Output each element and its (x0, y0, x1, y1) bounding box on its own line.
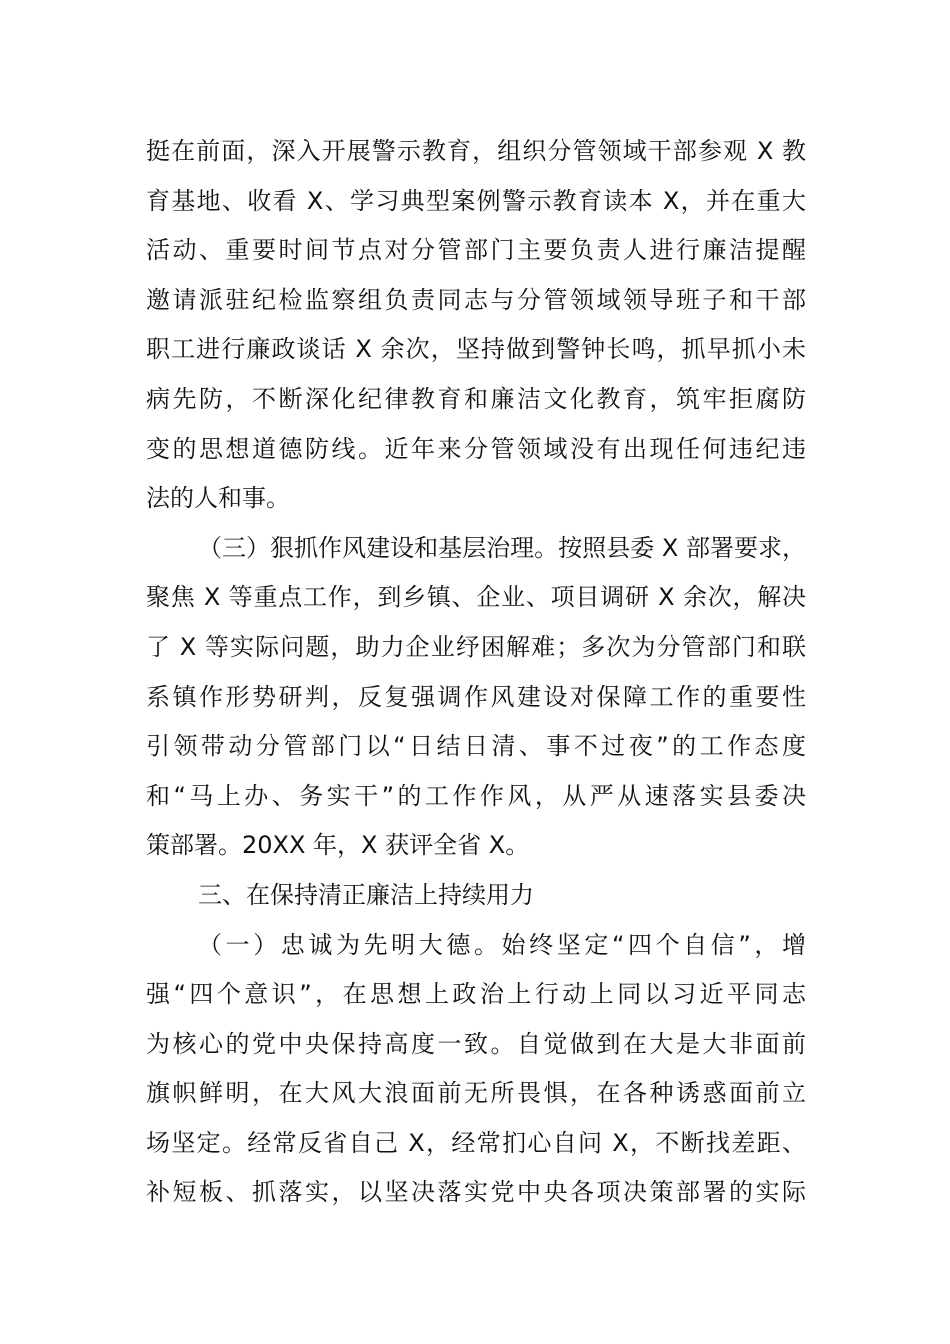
text-line: 三、在保持清正廉洁上持续用力 (198, 880, 534, 909)
text-line: 育基地、收看 X、学习典型案例警示教育读本 X，并在重大 (146, 186, 806, 215)
text-line: 策部署。20XX 年，X 获评全省 X。 (146, 831, 530, 860)
text-line: 职工进行廉政谈话 X 余次，坚持做到警钟长鸣，抓早抓小未 (146, 335, 806, 364)
text-line: 病先防，不断深化纪律教育和廉洁文化教育，筑牢拒腐防 (146, 384, 806, 413)
text-line: 法的人和事。 (146, 484, 290, 513)
text-line: （三）狠抓作风建设和基层治理。按照县委 X 部署要求， (198, 533, 806, 562)
document-body (146, 127, 806, 1218)
text-line: 和“马上办、务实干”的工作作风，从严从速落实县委决 (146, 781, 806, 810)
text-line: 强“四个意识”，在思想上政治上行动上同以习近平同志 (146, 980, 806, 1009)
text-line: 补短板、抓落实，以坚决落实党中央各项决策部署的实际 (146, 1178, 806, 1207)
text-line: 活动、重要时间节点对分管部门主要负责人进行廉洁提醒 (146, 236, 806, 265)
text-line: 挺在前面，深入开展警示教育，组织分管领域干部参观 X 教 (146, 137, 806, 165)
text-line: （一）忠诚为先明大德。始终坚定“四个自信”，增 (198, 930, 806, 959)
text-line: 聚焦 X 等重点工作，到乡镇、企业、项目调研 X 余次，解决 (146, 583, 806, 612)
text-line: 邀请派驻纪检监察组负责同志与分管领域领导班子和干部 (146, 285, 806, 314)
text-line: 了 X 等实际问题，助力企业纾困解难；多次为分管部门和联 (146, 632, 806, 661)
text-line: 为核心的党中央保持高度一致。自觉做到在大是大非面前 (146, 1029, 806, 1058)
text-line: 场坚定。经常反省自己 X，经常扪心自问 X，不断找差距、 (146, 1128, 806, 1157)
text-line: 变的思想道德防线。近年来分管领域没有出现任何违纪违 (146, 434, 806, 463)
text-line: 旗帜鲜明，在大风大浪面前无所畏惧，在各种诱惑面前立 (146, 1079, 806, 1108)
text-line: 引领带动分管部门以“日结日清、事不过夜”的工作态度 (146, 732, 806, 761)
text-line: 系镇作形势研判，反复强调作风建设对保障工作的重要性 (146, 682, 806, 711)
